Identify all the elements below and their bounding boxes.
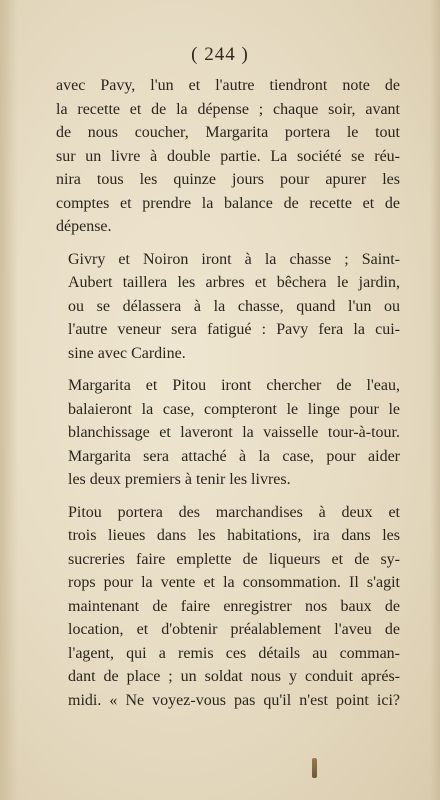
- paragraph-3: [56, 374, 400, 492]
- text-line: dépense.: [56, 218, 112, 235]
- text-line: location, et d'obtenir préalablement l'aveu de: [68, 621, 400, 638]
- text-line: sur un livre à double partie. La société se réu-: [56, 147, 400, 165]
- text-line: trois lieues dans les habitations, ira dans les: [68, 527, 400, 544]
- page-number: ( 244 ): [191, 44, 249, 65]
- text-line: nira tous les quinze jours pour apurer les: [56, 171, 400, 188]
- page-left-shadow: [0, 0, 18, 800]
- text-line: dant de place ; un soldat nous y conduit aprés-: [68, 668, 400, 685]
- text-line: comptes et prendre la balance de recette et de: [56, 194, 400, 212]
- text-line: les deux premiers à tenir les livres.: [68, 471, 291, 488]
- text-line: Margarita sera attaché à la case, pour aider: [68, 447, 400, 465]
- paragraph-2: [56, 248, 400, 366]
- text-line: avec Pavy, l'un et l'autre tiendront note de: [56, 77, 400, 94]
- text-line: blanchissage et laveront la vaisselle tour-à-tour.: [68, 424, 400, 441]
- page-right-shadow: [430, 0, 440, 800]
- text-line: sine avec Cardine.: [68, 344, 186, 362]
- text-line: Margarita et Pitou iront chercher de l'eau,: [68, 377, 400, 394]
- text-line: rops pour la vente et la consommation. Il s'agit: [68, 574, 400, 591]
- text-line: midi. « Ne voyez-vous pas qu'il n'est point ici?: [68, 691, 400, 709]
- ink-stain-mark: [312, 758, 317, 778]
- paragraph-4: [56, 501, 400, 713]
- text-line: ou se délassera à la chasse, quand l'un ou: [68, 297, 400, 315]
- text-line: Pitou portera des marchandises à deux et: [68, 503, 400, 521]
- body-text: [56, 74, 400, 721]
- text-line: maintenant de faire enregistrer nos baux de: [68, 597, 400, 615]
- text-line: la recette et de la dépense ; chaque soir, avant: [56, 100, 400, 118]
- text-line: l'agent, qui a remis ces détails au comman-: [68, 644, 400, 662]
- text-line: l'autre veneur sera fatigué : Pavy fera la cui-: [68, 321, 400, 338]
- text-line: de nous coucher, Margarita portera le tout: [56, 124, 400, 141]
- text-line: balaieront la case, compteront le linge pour le: [68, 400, 400, 418]
- paragraph-1: [56, 74, 400, 239]
- text-line: Aubert taillera les arbres et bêchera le jardin,: [68, 274, 400, 291]
- text-line: Givry et Noiron iront à la chasse ; Saint-: [68, 250, 400, 268]
- text-line: sucreries faire emplette de liqueurs et de sy-: [68, 550, 400, 568]
